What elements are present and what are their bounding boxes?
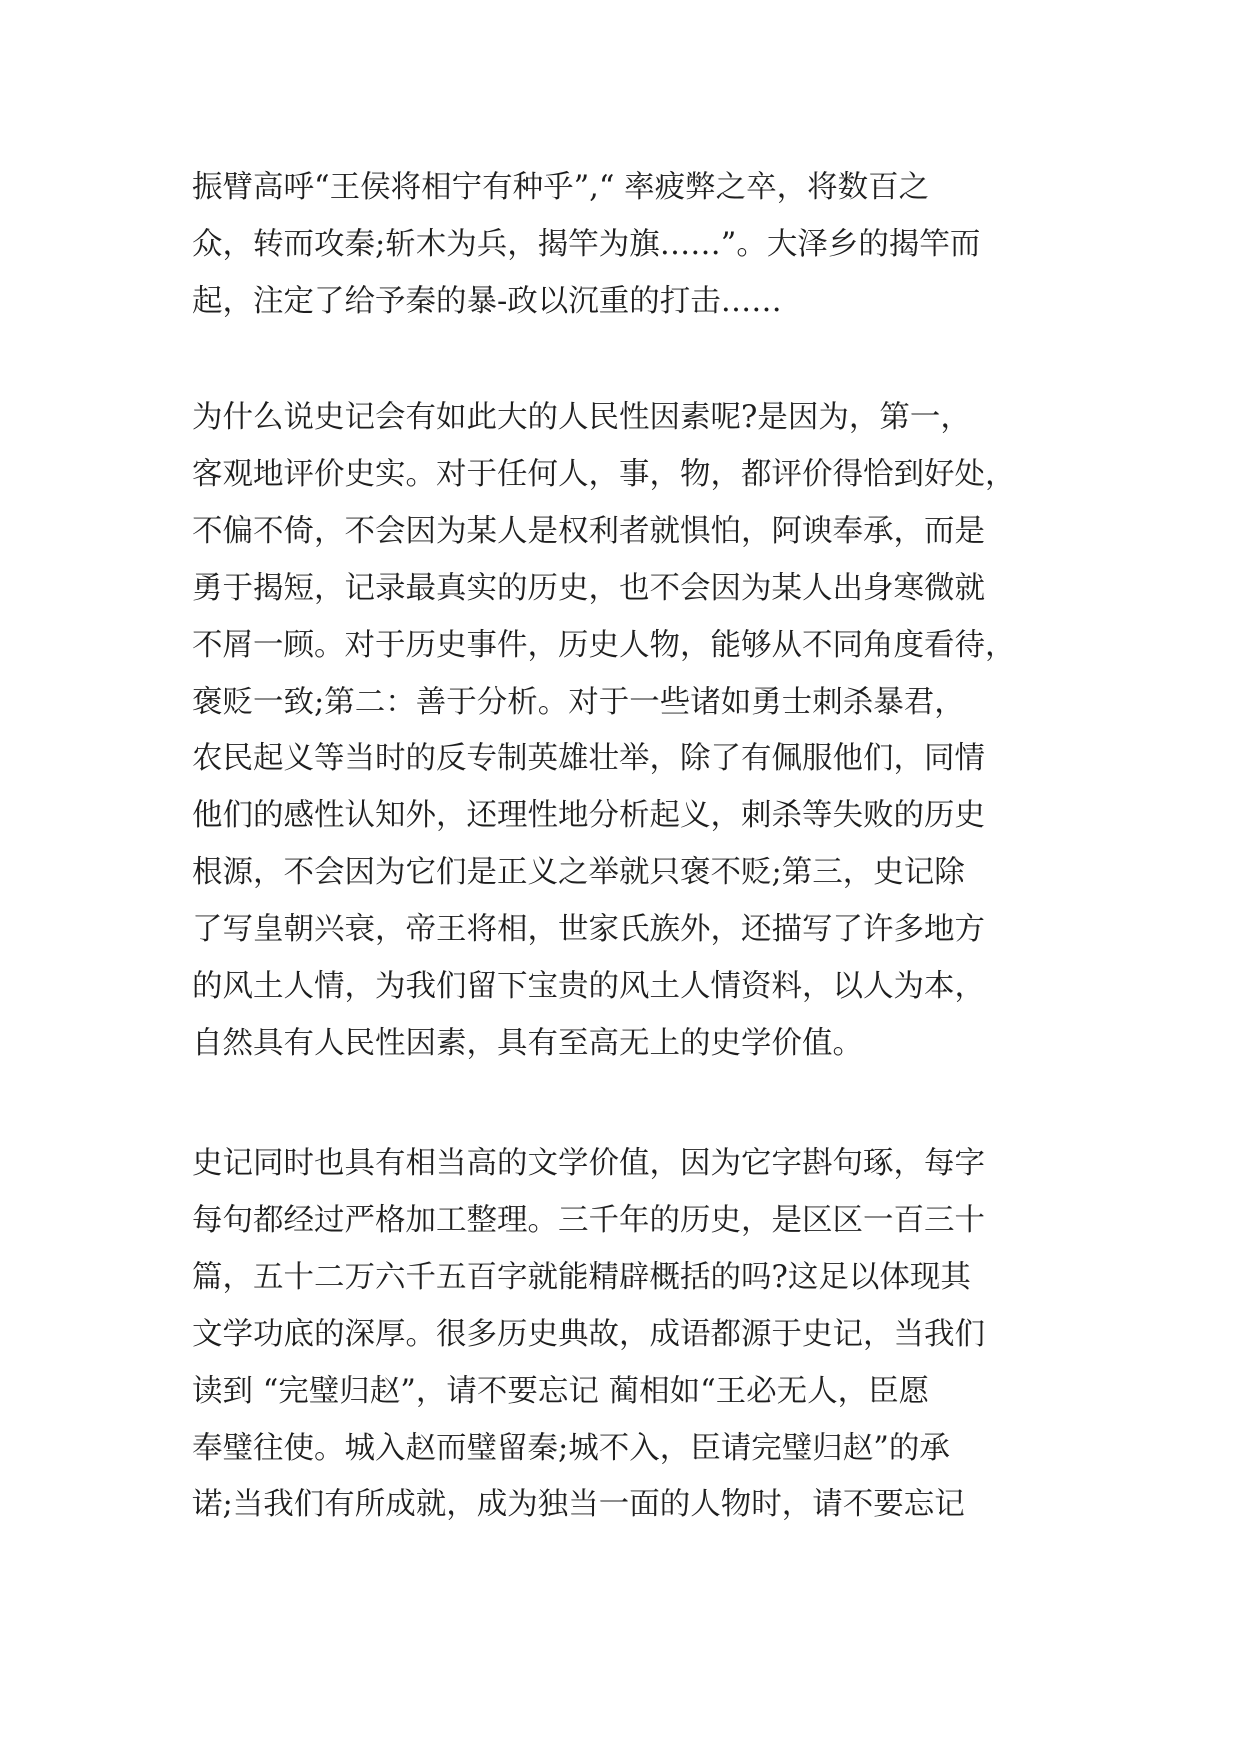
paragraph-line: 了写皇朝兴衰，帝王将相，世家氏族外，还描写了许多地方 (192, 912, 985, 948)
paragraph-line: 他们的感性认知外，还理性地分析起义，刺杀等失败的历史 (192, 798, 985, 834)
paragraph-line: 客观地评价史实。对于任何人，事，物，都评价得恰到好处， (192, 456, 1016, 492)
paragraph-line: 史记同时也具有相当高的文学价值，因为它字斟句琢，每字 (192, 1146, 985, 1181)
paragraph-line: 自然具有人民性因素，具有至高无上的史学价值。 (192, 1025, 863, 1061)
paragraph-line: 众，转而攻秦;斩木为兵，揭竿为旗……”。大泽乡的揭竿而 (192, 226, 981, 262)
paragraph-line: 不屑一顾。对于历史事件，历史人物，能够从不同角度看待， (192, 627, 1016, 663)
paragraph-chen-sheng-uprising (192, 160, 1072, 331)
paragraph-line: 农民起义等当时的反专制英雄壮举，除了有佩服他们，同情 (192, 741, 985, 777)
paragraph-line: 根源，不会因为它们是正义之举就只褒不贬;第三，史记除 (192, 855, 965, 891)
paragraph-line: 篇，五十二万六千五百字就能精辟概括的吗?这足以体现其 (192, 1259, 971, 1295)
paragraph-line: 诺;当我们有所成就，成为独当一面的人物时，请不要忘记 (192, 1487, 965, 1523)
paragraph-line: 的风土人情，为我们留下宝贵的风土人情资料，以人为本， (192, 969, 985, 1005)
paragraph-people-nature (192, 390, 1072, 1073)
paragraph-line: 勇于揭短，记录最真实的历史，也不会因为某人出身寒微就 (192, 570, 985, 606)
paragraph-line: 振臂高呼“王侯将相宁有种乎”,“ 率疲弊之卒，将数百之 (192, 170, 930, 205)
paragraph-line: 每句都经过严格加工整理。三千年的历史，是区区一百三十 (192, 1202, 985, 1238)
paragraph-line: 读到 “完璧归赵”，请不要忘记 蔺相如“王必无人，臣愿 (192, 1373, 930, 1409)
paragraph-line: 起，注定了给予秦的暴-政以沉重的打击…… (192, 283, 782, 319)
paragraph-line: 不偏不倚，不会因为某人是权利者就惧怕，阿谀奉承，而是 (192, 513, 985, 549)
paragraph-line: 文学功底的深厚。很多历史典故，成语都源于史记，当我们 (192, 1316, 985, 1352)
paragraph-line: 为什么说史记会有如此大的人民性因素呢?是因为，第一， (192, 400, 971, 435)
paragraph-line: 奉璧往使。城入赵而璧留秦;城不入，臣请完璧归赵”的承 (192, 1430, 950, 1466)
paragraph-literary-value (192, 1136, 1072, 1534)
paragraph-line: 褒贬一致;第二：善于分析。对于一些诸如勇士刺杀暴君， (192, 684, 965, 720)
